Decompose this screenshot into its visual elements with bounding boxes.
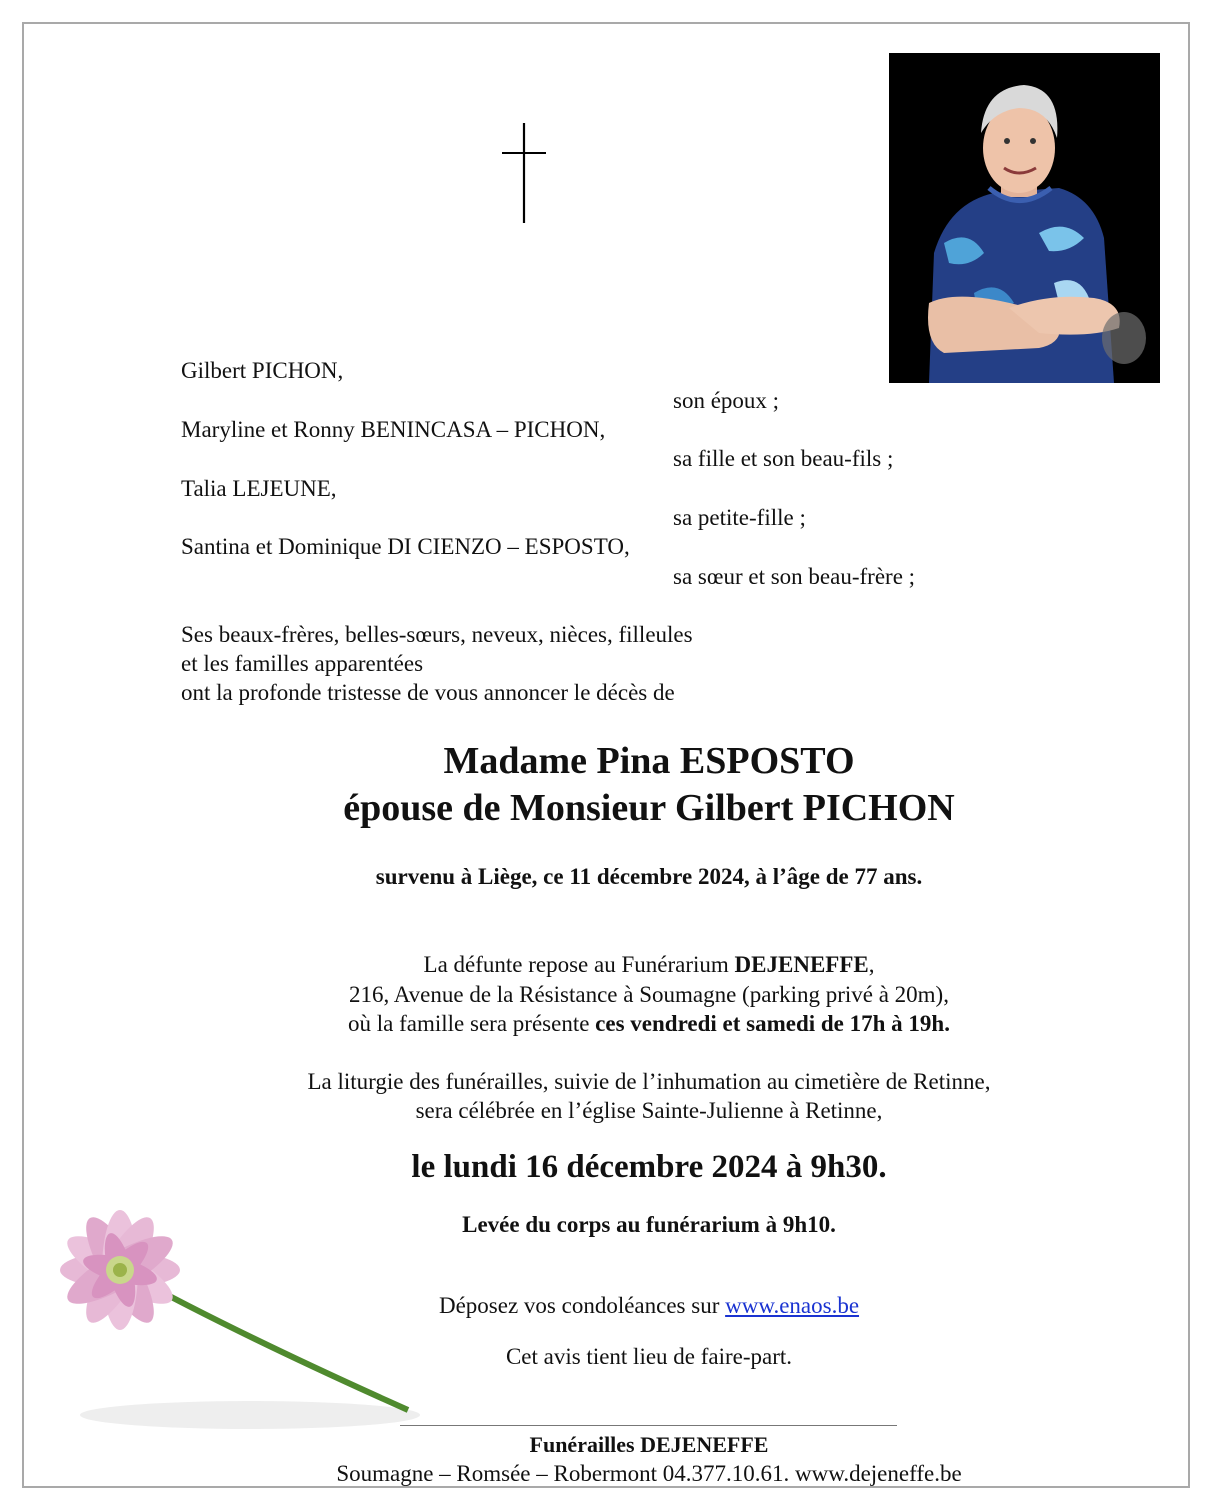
deceased-spouse: épouse de Monsieur Gilbert PICHON [343,787,955,829]
family-name-2: Maryline et Ronny BENINCASA – PICHON, [181,417,606,442]
rest-line-3: où la famille sera présente ces vendredi et samedi de 17h à 19h. [348,1011,950,1036]
deceased-name: Madame Pina ESPOSTO [443,740,855,782]
condolences-link[interactable]: www.enaos.be [725,1293,860,1318]
family-relation-4: sa sœur et son beau-frère ; [673,564,916,589]
ceremony-date: le lundi 16 décembre 2024 à 9h30. [411,1149,887,1185]
rest-line-1: La défunte repose au Funérarium DEJENEFFE, [423,952,875,977]
footer-divider [400,1425,897,1426]
flower-icon [40,1195,430,1435]
family-relation-1: son époux ; [673,388,780,413]
announcement-line-3: ont la profonde tristesse de vous annoncer le décès de [181,680,675,705]
rest-line-2: 216, Avenue de la Résistance à Soumagne (parking privé à 20m), [349,982,949,1007]
family-name-4: Santina et Dominique DI CIENZO – ESPOSTO, [181,534,630,559]
condolences-line: Déposez vos condoléances sur www.enaos.be [438,1293,860,1318]
announcement-line-2: et les familles apparentées [181,651,424,676]
footer-address: Soumagne – Romsée – Robermont 04.377.10.61. www.dejeneffe.be [336,1461,962,1486]
family-name-3: Talia LEJEUNE, [181,476,337,501]
family-name-1: Gilbert PICHON, [181,358,344,383]
portrait-photo [889,53,1160,383]
ceremony-line-1: La liturgie des funérailles, suivie de l’inhumation au cimetière de Retinne, [307,1069,991,1094]
death-info: survenu à Liège, ce 11 décembre 2024, à l’âge de 77 ans. [375,864,923,889]
footer-company: Funérailles DEJENEFFE [529,1432,769,1457]
faire-part-note: Cet avis tient lieu de faire-part. [505,1344,793,1369]
levee-info: Levée du corps au funérarium à 9h10. [462,1212,836,1237]
family-relation-2: sa fille et son beau-fils ; [673,446,894,471]
ceremony-line-2: sera célébrée en l’église Sainte-Julienne à Retinne, [415,1098,883,1123]
announcement-line-1: Ses beaux-frères, belles-sœurs, neveux, nièces, filleules [181,622,693,647]
cross-icon [502,123,546,223]
family-relation-3: sa petite-fille ; [673,505,806,530]
